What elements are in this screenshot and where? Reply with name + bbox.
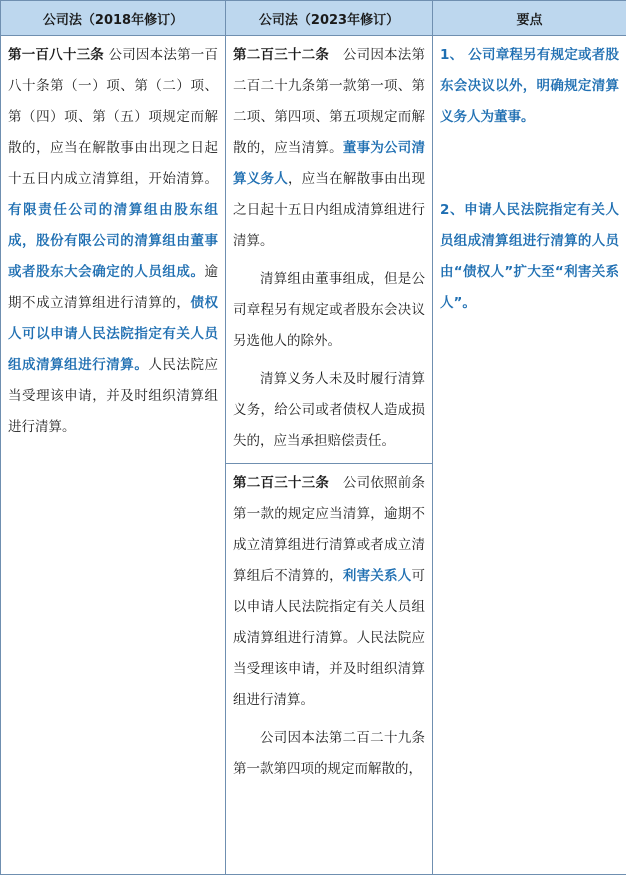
article-232-para3: 清算义务人未及时履行清算义务，给公司或者债权人造成损失的，应当承担赔偿责任。 bbox=[233, 364, 425, 457]
header-row bbox=[1, 1, 626, 36]
header-2023: 公司法（2023年修订） bbox=[226, 1, 433, 36]
article-232-para2: 清算组由董事组成，但是公司章程另有规定或者股东会决议另选他人的除外。 bbox=[233, 264, 425, 357]
header-2018: 公司法（2018年修订） bbox=[1, 1, 226, 36]
article-232-para1: 第二百三十二条 公司因本法第二百二十九条第一款第一项、第二项、第四项、第五项规定而解散的，应当清算。董事为公司清算义务人，应当在解散事由出现之日起十五日内组成清算组进行清算。 bbox=[233, 40, 425, 257]
article-183-title: 第一百八十三条 bbox=[8, 47, 104, 63]
article-233-para2: 公司因本法第二百二十九条第一款第四项的规定而解散的， bbox=[233, 723, 425, 785]
highlight-interested-party: 利害关系人 bbox=[343, 568, 412, 584]
cell-keypoints bbox=[433, 36, 626, 875]
table-row bbox=[1, 36, 626, 464]
cell-2023-article-232 bbox=[226, 36, 433, 464]
highlight-liquidation-group: 有限责任公司的清算组由股东组成，股份有限公司的清算组由董事或者股东大会确定的人员组成。 bbox=[8, 202, 218, 280]
highlight-directors-obligor: 董事为公司清算义务人 bbox=[233, 140, 425, 187]
article-233-title: 第二百三十三条 bbox=[233, 475, 329, 491]
header-keypoints: 要点 bbox=[433, 1, 626, 36]
highlight-creditor-apply: 债权人可以申请人民法院指定有关人员组成清算组进行清算。 bbox=[8, 295, 218, 373]
article-233-para1: 第二百三十三条 公司依照前条第一款的规定应当清算，逾期不成立清算组进行清算或者成立清算组后不清算的，利害关系人可以申请人民法院指定有关人员组成清算组进行清算。人民法院应当受理该申请，并及时组织清算组进行清算。 bbox=[233, 468, 425, 716]
article-232-title: 第二百三十二条 bbox=[233, 47, 329, 63]
cell-2018-article-183 bbox=[1, 36, 226, 875]
keypoint-2: 2、申请人民法院指定有关人员组成清算组进行清算的人员由“债权人”扩大至“利害关系人”。 bbox=[440, 195, 619, 319]
cell-2023-article-233 bbox=[226, 464, 433, 875]
article-183-text: 第一百八十三条 公司因本法第一百八十条第（一）项、第（二）项、第（四）项、第（五）项规定而解散的，应当在解散事由出现之日起十五日内成立清算组，开始清算。有限责任公司的清算组由股东组成，股份有限公司的清算组由董事或者股东大会确定的人员组成。逾期不成立清算组进行清算的，债权人可以申请人民法院指定有关人员组成清算组进行清算。人民法院应当受理该申请，并及时组织清算组进行清算。 bbox=[8, 40, 218, 443]
keypoint-1: 1、 公司章程另有规定或者股东会决议以外，明确规定清算义务人为董事。 bbox=[440, 40, 619, 133]
